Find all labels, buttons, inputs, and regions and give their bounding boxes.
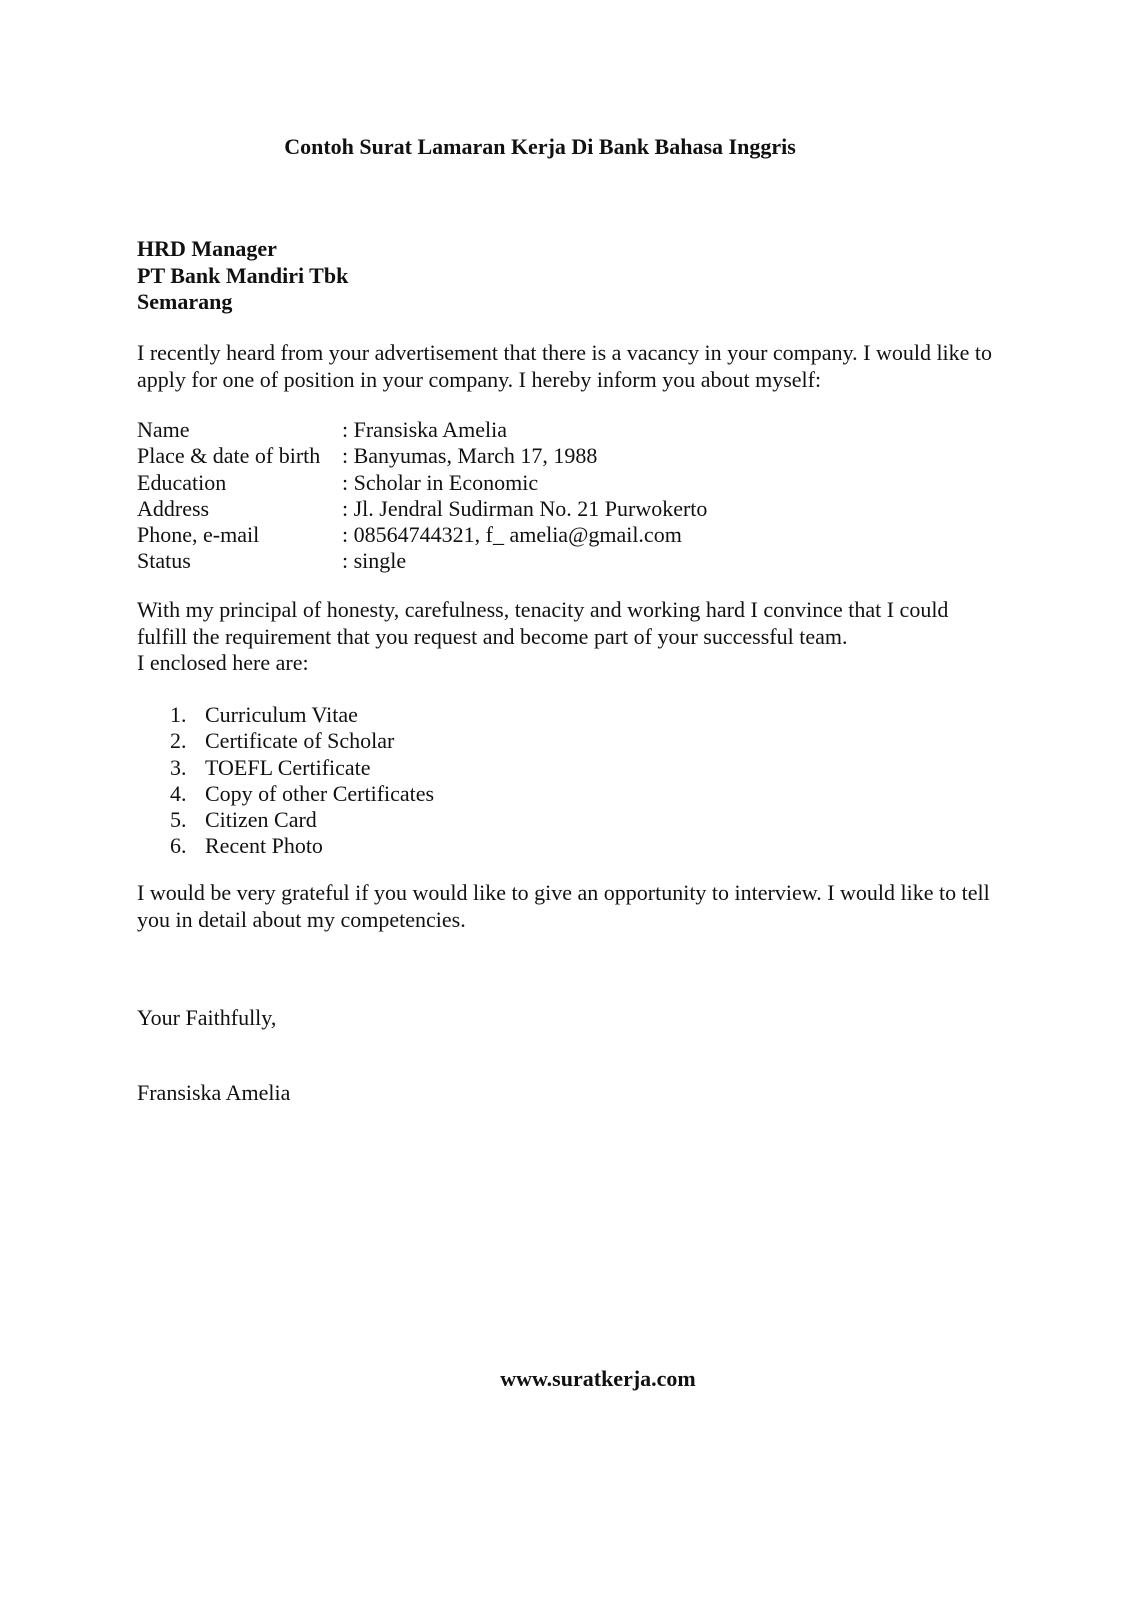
- salutation: Your Faithfully,: [137, 1005, 277, 1030]
- recipient-title: HRD Manager: [137, 236, 277, 261]
- detail-row-status: [137, 548, 707, 574]
- list-number: 6.: [170, 833, 187, 859]
- document-title: Contoh Surat Lamaran Kerja Di Bank Bahasa Inggris: [284, 134, 796, 159]
- list-item: [170, 702, 434, 728]
- signature-name: Fransiska Amelia: [137, 1080, 291, 1105]
- list-text: Recent Photo: [205, 833, 323, 859]
- detail-value: : Fransiska Amelia: [342, 417, 507, 442]
- enclosure-list: [170, 702, 434, 860]
- list-number: 2.: [170, 728, 187, 754]
- list-item: [170, 781, 434, 807]
- list-item: [170, 728, 434, 754]
- detail-row-name: [137, 417, 707, 443]
- detail-row-address: [137, 496, 707, 522]
- detail-value: : single: [342, 548, 407, 574]
- detail-value: : Banyumas, March 17, 1988: [342, 443, 598, 469]
- detail-row-contact: [137, 522, 707, 548]
- detail-label: Education: [137, 469, 227, 495]
- list-number: 5.: [170, 807, 187, 833]
- list-item: [170, 807, 434, 833]
- list-number: 4.: [170, 780, 187, 806]
- detail-row-education: [137, 470, 707, 496]
- detail-value: : Jl. Jendral Sudirman No. 21 Purwokerto: [342, 495, 708, 521]
- body-paragraph: With my principal of honesty, carefulness, tenacity and working hard I convince that I could fulfill the requirement that you request and become part of your successful team.: [137, 597, 949, 649]
- personal-details: [137, 417, 707, 575]
- list-text: TOEFL Certificate: [205, 754, 371, 780]
- list-number: 3.: [170, 754, 187, 780]
- list-text: Certificate of Scholar: [205, 728, 395, 754]
- detail-label: Address: [137, 495, 210, 521]
- detail-row-birth: [137, 443, 707, 469]
- detail-label: Status: [137, 548, 191, 574]
- recipient-city: Semarang: [137, 289, 233, 314]
- detail-value: : 08564744321, f_ amelia@gmail.com: [342, 522, 682, 548]
- footer-website: www.suratkerja.com: [500, 1366, 696, 1391]
- detail-label: Phone, e-mail: [137, 522, 260, 548]
- recipient-company: PT Bank Mandiri Tbk: [137, 262, 349, 288]
- list-text: Curriculum Vitae: [205, 702, 358, 727]
- detail-label: Name: [137, 417, 190, 442]
- detail-value: : Scholar in Economic: [342, 469, 539, 495]
- detail-label: Place & date of birth: [137, 443, 321, 469]
- list-number: 1.: [170, 702, 187, 727]
- list-text: Citizen Card: [205, 807, 317, 833]
- list-item: [170, 833, 434, 859]
- final-paragraph: I would be very grateful if you would like to give an opportunity to interview. I would like to tell you in detail about my competencies.: [137, 880, 990, 932]
- recipient-block: [137, 236, 348, 316]
- list-item: [170, 755, 434, 781]
- intro-paragraph: I recently heard from your advertisement that there is a vacancy in your company. I would like to apply for one of position in your company. I hereby inform you about myself:: [137, 340, 993, 392]
- list-text: Copy of other Certificates: [205, 780, 435, 806]
- enclosed-intro: I enclosed here are:: [137, 650, 309, 675]
